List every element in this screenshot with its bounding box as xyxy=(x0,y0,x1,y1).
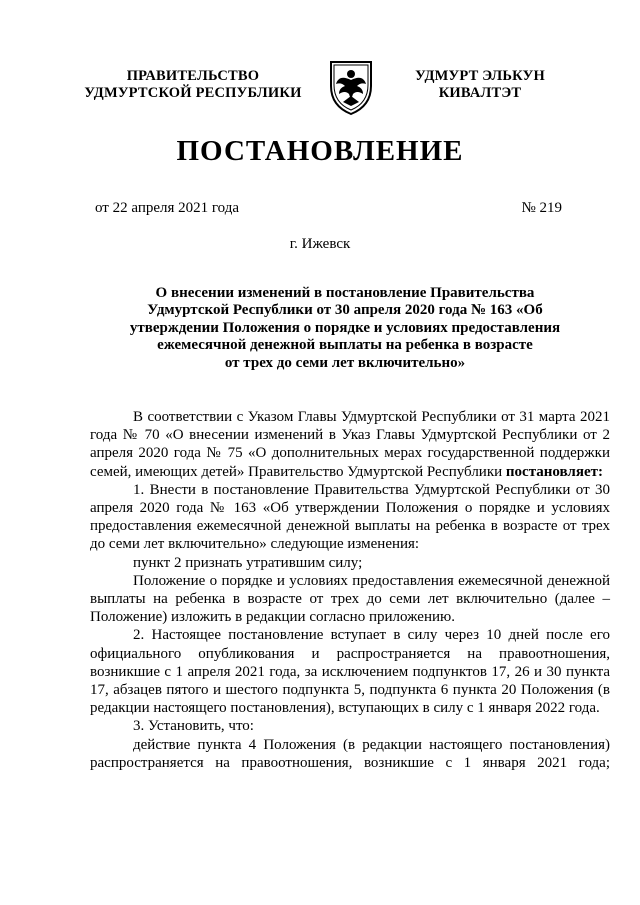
document-date: от 22 апреля 2021 года xyxy=(95,200,240,216)
preamble-colon: : xyxy=(598,463,603,480)
udmurt-coat-of-arms-icon xyxy=(327,56,375,116)
paragraph-item-2: 2. Настоящее постановление вступает в силу через 10 дней после его официального опубликования и распространяется на правоотношения, возникшие с 1 апреля 2021 года, за исключением подпунктов 17, 26 и 30 пункта 17, абзацев пятого и шестого подпункта 5, подпункта 6 пункта 20 Положения (в редакции настоящего постановления), вступающих в силу с 1 января 2022 года. xyxy=(90,627,610,717)
document-number: № 219 xyxy=(521,200,562,216)
document-body xyxy=(90,408,610,772)
title-line: Удмуртской Республики от 30 апреля 2020 года № 163 «Об xyxy=(147,302,543,319)
government-name-udmurt-line2: КИВАЛТЭТ xyxy=(438,85,522,101)
resolves-keyword: постановляет xyxy=(505,463,598,480)
paragraph-item-3-sub-1: действие пункта 4 Положения (в редакции настоящего постановления) распространяется на правоотношения, возникшие с 1 января 2021 года; xyxy=(90,736,610,771)
preamble-text: В соответствии с Указом Главы Удмуртской Республики от 31 марта 2021 года № 70 «О внесении изменений в Указ Главы Удмуртской Республики от 2 апреля 2020 года № 75 «О дополнительных мерах государственной поддержки семей, имеющих детей» Правительство Удмуртской Республики xyxy=(90,409,610,480)
document-type-heading: ПОСТАНОВЛЕНИЕ xyxy=(176,135,464,167)
government-name-line2: УДМУРТСКОЙ РЕСПУБЛИКИ xyxy=(84,85,302,101)
title-line: от трех до семи лет включительно» xyxy=(224,354,466,371)
government-name-russian xyxy=(78,68,308,102)
paragraph-item-3: 3. Установить, что: xyxy=(133,718,254,735)
paragraph-preamble xyxy=(90,408,610,481)
government-name-udmurt-line1: УДМУРТ ЭЛЬКУН xyxy=(415,68,545,84)
title-line: О внесении изменений в постановление Правительства xyxy=(155,285,535,301)
paragraph-item-1-sub-2: Положение о порядке и условиях предоставления ежемесячной денежной выплаты на ребенка в возрасте от трех до семи лет включительно (далее – Положение) изложить в редакции согласно приложению. xyxy=(90,572,610,626)
government-name-udmurt xyxy=(400,68,560,102)
title-line: утверждении Положения о порядке и условиях предоставления xyxy=(129,319,561,336)
document-city: г. Ижевск xyxy=(289,236,351,252)
document-title xyxy=(100,285,590,372)
title-line: ежемесячной денежной выплаты на ребенка в возрасте xyxy=(157,337,533,354)
paragraph-item-1: 1. Внести в постановление Правительства Удмуртской Республики от 30 апреля 2020 года № 163 «Об утверждении Положения о порядке и условиях предоставления ежемесячной денежной выплаты на ребенка в возрасте от трех до семи лет включительно» следующие изменения: xyxy=(90,481,610,553)
paragraph-item-1-sub-1: пункт 2 признать утратившим силу; xyxy=(133,554,363,571)
government-name-line1: ПРАВИТЕЛЬСТВО xyxy=(126,68,260,84)
